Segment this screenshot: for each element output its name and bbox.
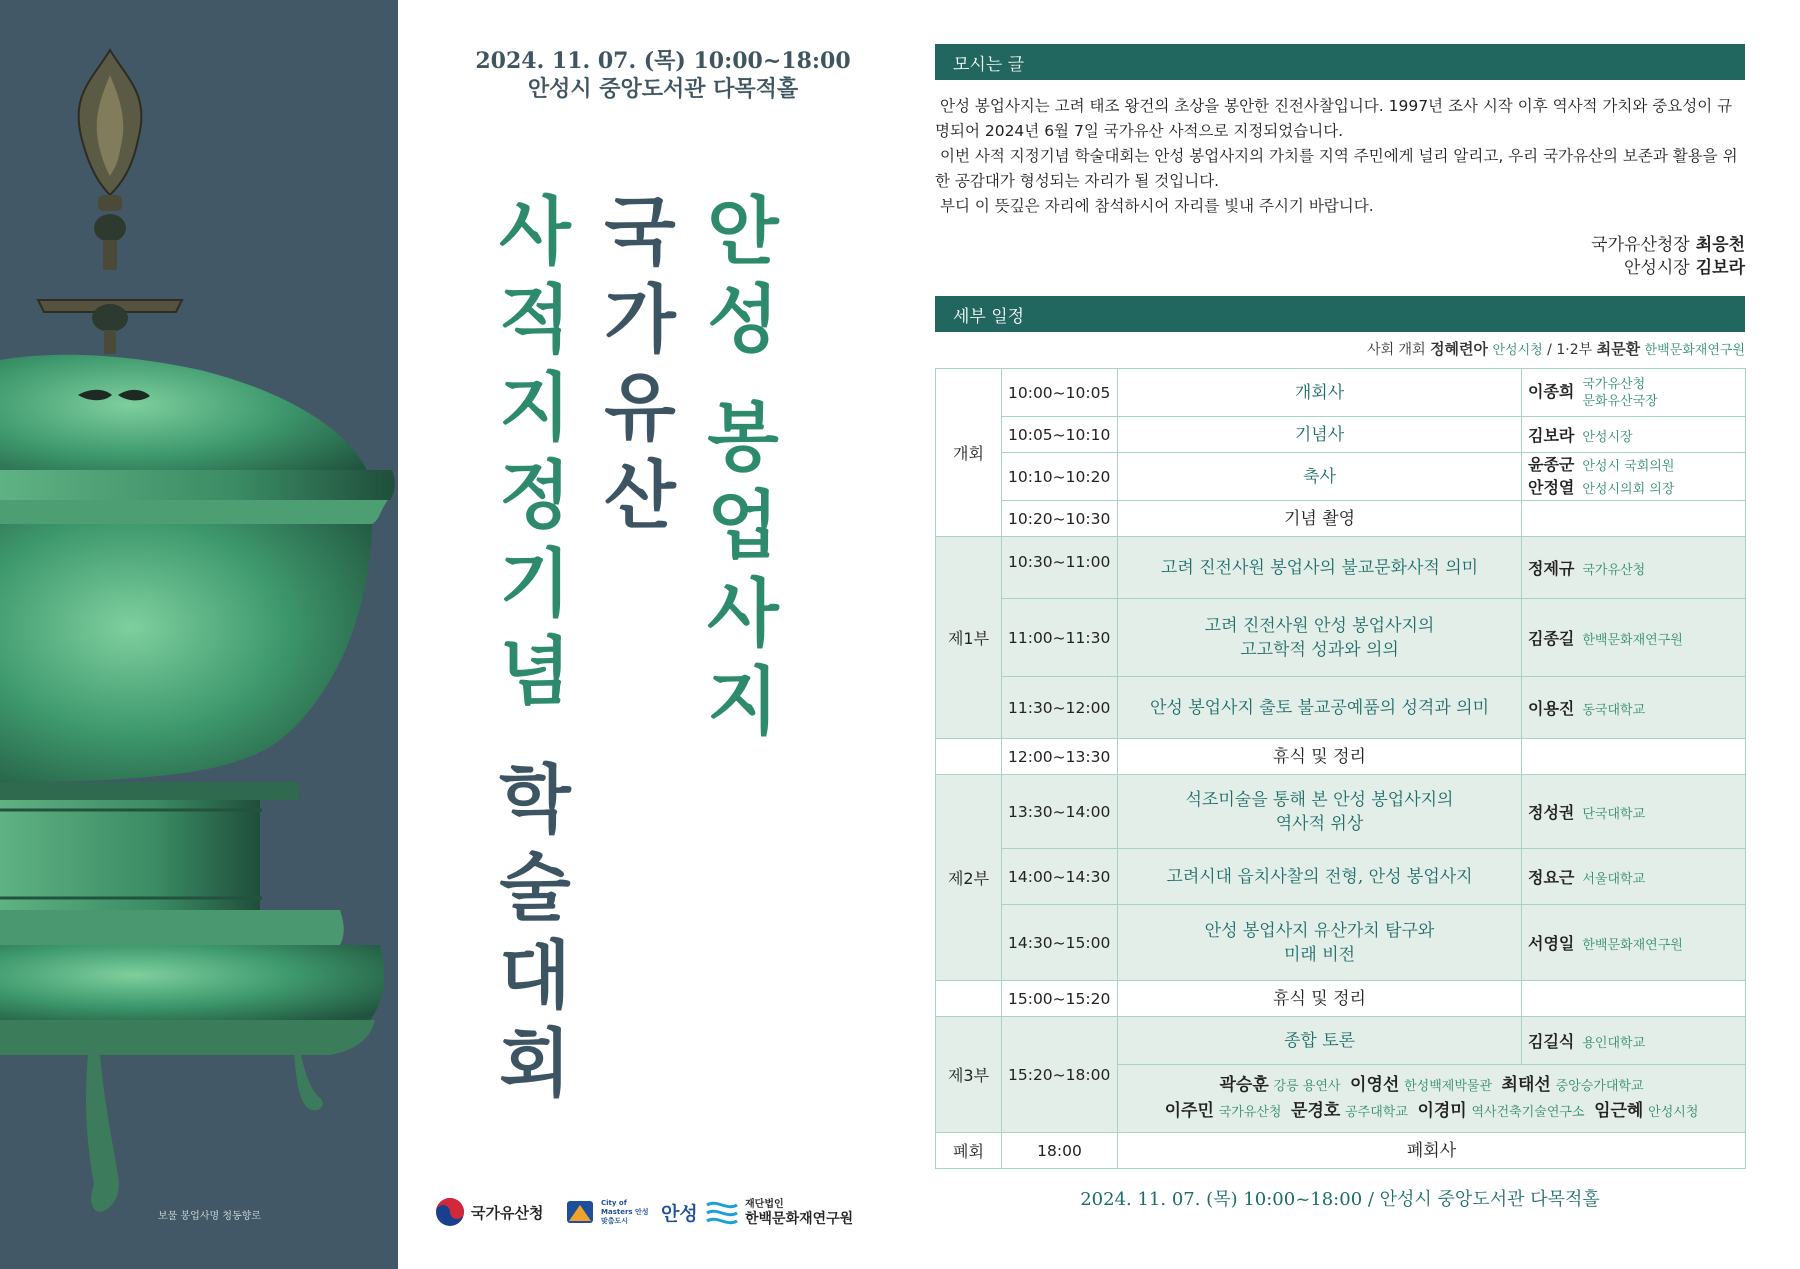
panelist-affiliation: 한성백제박물관 — [1404, 1078, 1492, 1094]
row-topic: 기념 촬영 — [1118, 501, 1522, 537]
table-row — [936, 1017, 1746, 1065]
speaker-name: 정성권 — [1528, 803, 1575, 822]
taegeuk-icon — [435, 1197, 465, 1227]
table-row — [936, 849, 1746, 905]
part-label: 폐회 — [936, 1133, 1002, 1169]
row-time: 11:00~11:30 — [1002, 599, 1118, 677]
row-topic: 휴식 및 정리 — [1118, 981, 1522, 1017]
row-time: 14:00~14:30 — [1002, 849, 1118, 905]
title-char: 념 — [499, 629, 571, 715]
speaker-affiliation: 국가유산청 — [1582, 563, 1646, 578]
host-affiliation: 한백문화재연구원 — [1644, 343, 1745, 358]
panelist-affiliation: 안성시청 — [1648, 1104, 1699, 1120]
speaker-name: 이종희 — [1528, 382, 1575, 401]
table-row — [936, 369, 1746, 417]
panelist-name: 이주민 — [1164, 1100, 1214, 1121]
part-label: 개회 — [936, 369, 1002, 537]
table-row — [936, 677, 1746, 739]
panelist-name: 임근혜 — [1594, 1100, 1644, 1121]
row-topic: 폐회사 — [1118, 1133, 1746, 1169]
speaker-name: 정제규 — [1528, 559, 1575, 578]
title-char: 회 — [499, 1021, 571, 1107]
topic-line: 안성 봉업사지 유산가치 탐구와 — [1204, 920, 1435, 941]
speaker-affiliation: 용인대학교 — [1582, 1036, 1646, 1051]
row-topic — [1118, 775, 1522, 849]
row-speaker — [1522, 537, 1746, 599]
row-time: 18:00 — [1002, 1133, 1118, 1169]
affiliation-line: 국가유산청 — [1582, 376, 1646, 392]
row-time: 11:30~12:00 — [1002, 677, 1118, 739]
part-label-empty — [936, 981, 1002, 1017]
title-char: 안 — [707, 189, 779, 275]
table-row — [936, 981, 1746, 1017]
row-time: 12:00~13:30 — [1002, 739, 1118, 775]
heritage-agency-logo — [435, 1192, 543, 1232]
title-column-bongeopsaji — [698, 188, 788, 746]
foundation-prefix: 재단법인 — [745, 1199, 784, 1210]
schedule-table — [935, 368, 1746, 1169]
speaker-affiliation: 한백문화재연구원 — [1582, 633, 1683, 648]
panelist-affiliation: 중앙승가대학교 — [1555, 1078, 1644, 1094]
row-topic: 기념사 — [1118, 417, 1522, 453]
panelist-affiliation: 역사건축기술연구소 — [1471, 1104, 1585, 1120]
table-row — [936, 417, 1746, 453]
title-area — [398, 0, 928, 1269]
table-row — [936, 775, 1746, 849]
part-label-empty — [936, 739, 1002, 775]
title-char: 사 — [707, 571, 779, 657]
topic-line: 미래 비전 — [1283, 944, 1356, 965]
row-speaker-empty — [1522, 739, 1746, 775]
greeting-paragraph: 부디 이 뜻깊은 자리에 참석하시어 자리를 빛내 주시기 바랍니다. — [940, 197, 1374, 215]
anseong-emblem-icon — [565, 1197, 595, 1227]
host-affiliation: 안성시청 — [1492, 343, 1543, 358]
speaker-affiliation — [1582, 376, 1657, 410]
row-time: 14:30~15:00 — [1002, 905, 1118, 981]
title-char: 학 — [499, 757, 571, 843]
row-speaker — [1522, 1017, 1746, 1065]
topic-line: 고려 진전사원 안성 봉업사지의 — [1204, 615, 1435, 636]
table-row — [936, 501, 1746, 537]
row-speaker — [1522, 599, 1746, 677]
photo-panel — [0, 0, 398, 1269]
panelist-affiliation: 국가유산청 — [1218, 1104, 1282, 1120]
heritage-agency-name: 국가유산청 — [471, 1203, 544, 1222]
anseong-slogan: City of Masters 안성맞춤도시 — [601, 1198, 649, 1225]
speaker-affiliation: 안성시장 — [1582, 430, 1633, 445]
hanbaek-foundation-logo — [705, 1192, 853, 1232]
topic-line: 석조미술을 통해 본 안성 봉업사지의 — [1185, 789, 1454, 810]
table-row — [936, 537, 1746, 599]
panelist-name: 곽승훈 — [1219, 1074, 1269, 1095]
topic-line: 고고학적 성과와 의의 — [1240, 639, 1399, 660]
signature-name: 최응천 — [1695, 235, 1745, 255]
event-venue: 안성시 중앙도서관 다목적홀 — [527, 76, 799, 102]
row-time: 10:30~11:00 — [1002, 537, 1118, 599]
panelist-name: 문경호 — [1291, 1100, 1341, 1121]
photo-caption: 보물 봉업사명 청동향로 — [158, 1211, 261, 1222]
host-line — [1367, 338, 1745, 359]
signature-heritage — [1591, 230, 1745, 255]
organizer-logos — [435, 1192, 895, 1232]
row-topic: 휴식 및 정리 — [1118, 739, 1522, 775]
speaker-name: 안정열 — [1528, 477, 1575, 497]
title-char: 봉 — [707, 395, 779, 481]
row-topic: 고려시대 읍치사찰의 전형, 안성 봉업사지 — [1118, 849, 1522, 905]
speaker-affiliation: 동국대학교 — [1582, 703, 1646, 718]
host-label: 1·2부 — [1556, 342, 1593, 358]
row-speaker-empty — [1522, 501, 1746, 537]
hanbaek-text — [745, 1197, 853, 1227]
panelist-affiliation: 공주대학교 — [1345, 1104, 1408, 1120]
anseong-name: 안성 — [661, 1202, 698, 1225]
greeting-text — [935, 94, 1745, 219]
speaker-name: 김길식 — [1528, 1032, 1575, 1051]
speaker-name: 윤종군 — [1528, 454, 1575, 474]
greeting-heading: 모시는 글 — [935, 44, 1745, 80]
row-topic — [1118, 905, 1522, 981]
row-speaker — [1522, 905, 1746, 981]
title-char: 대 — [499, 933, 571, 1019]
row-topic: 고려 진전사원 봉업사의 불교문화사적 의미 — [1118, 537, 1522, 599]
table-row — [936, 453, 1746, 501]
row-topic — [1118, 599, 1522, 677]
title-column-symposium — [490, 188, 580, 1108]
topic-line: 역사적 위상 — [1275, 813, 1364, 834]
host-name: 최문환 — [1596, 340, 1641, 358]
title-char: 성 — [707, 277, 779, 363]
affiliation-line: 문화유산국장 — [1582, 393, 1658, 409]
anseong-city-logo — [565, 1192, 698, 1232]
row-time: 15:20~18:00 — [1002, 1017, 1118, 1133]
title-char: 산 — [604, 453, 676, 539]
row-topic: 안성 봉업사지 출토 불교공예품의 성격과 의미 — [1118, 677, 1522, 739]
row-topic: 축사 — [1118, 453, 1522, 501]
title-char: 지 — [707, 659, 779, 745]
foundation-name: 한백문화재연구원 — [745, 1211, 854, 1227]
host-separator: / — [1547, 342, 1552, 358]
table-row — [936, 599, 1746, 677]
row-time: 10:10~10:20 — [1002, 453, 1118, 501]
row-time: 10:00~10:05 — [1002, 369, 1118, 417]
signature-name: 김보라 — [1695, 258, 1745, 278]
title-char: 술 — [499, 845, 571, 931]
part-label: 제2부 — [936, 775, 1002, 981]
panelist-name: 이영선 — [1350, 1074, 1400, 1095]
speaker-affiliation: 안성시의회 의장 — [1582, 481, 1675, 497]
panel-discussants — [1118, 1065, 1746, 1133]
event-date: 2024. 11. 07. (목) 10:00~18:00 — [475, 48, 851, 74]
speaker-name: 이용진 — [1528, 699, 1575, 718]
panelist-name: 최태선 — [1501, 1074, 1551, 1095]
bronze-incense-burner-photo — [0, 0, 398, 1269]
row-topic: 종합 토론 — [1118, 1017, 1522, 1065]
row-speaker — [1522, 677, 1746, 739]
row-time: 15:00~15:20 — [1002, 981, 1118, 1017]
greeting-paragraph: 이번 사적 지정기념 학술대회는 안성 봉업사지의 가치를 지역 주민에게 널리 알리고, 우리 국가유산의 보존과 활용을 위한 공감대가 형성되는 자리가 될 것입니다. — [935, 147, 1738, 190]
title-char: 업 — [707, 483, 779, 569]
row-time: 10:20~10:30 — [1002, 501, 1118, 537]
host-name: 정혜련아 — [1430, 340, 1489, 358]
table-row — [936, 739, 1746, 775]
title-column-national-heritage — [595, 188, 685, 540]
signature-mayor — [1624, 253, 1745, 278]
row-speaker — [1522, 417, 1746, 453]
signature-title: 국가유산청장 — [1591, 235, 1690, 255]
title-char: 적 — [499, 277, 571, 363]
part-label: 제1부 — [936, 537, 1002, 739]
row-speaker-empty — [1522, 981, 1746, 1017]
row-speaker — [1522, 369, 1746, 417]
title-char: 가 — [604, 277, 676, 363]
row-speaker — [1522, 849, 1746, 905]
row-speaker — [1522, 453, 1746, 501]
speaker-name: 김종길 — [1528, 629, 1575, 648]
table-row — [936, 1133, 1746, 1169]
title-char: 기 — [499, 541, 571, 627]
greeting-paragraph: 안성 봉업사지는 고려 태조 왕건의 초상을 봉안한 진전사찰입니다. 1997년 조사 시작 이후 역사적 가치와 중요성이 규명되어 2024년 6월 7일 국가유산 사적으로 지정되었습니다. — [935, 97, 1733, 140]
panelist-affiliation: 강릉 용연사 — [1273, 1078, 1341, 1094]
speaker-affiliation: 안성시 국회의원 — [1582, 458, 1675, 474]
title-char: 유 — [604, 365, 676, 451]
footer-date-venue: 2024. 11. 07. (목) 10:00~18:00 / 안성시 중앙도서관 다목적홀 — [1080, 1189, 1600, 1210]
title-char: 국 — [604, 189, 676, 275]
speaker-affiliation: 한백문화재연구원 — [1582, 938, 1683, 953]
row-time: 13:30~14:00 — [1002, 775, 1118, 849]
hanbaek-emblem-icon — [705, 1197, 739, 1227]
signature-title: 안성시장 — [1624, 258, 1690, 278]
title-char: 정 — [499, 453, 571, 539]
part-label: 제3부 — [936, 1017, 1002, 1133]
speaker-name: 김보라 — [1528, 426, 1575, 445]
host-label: 사회 개회 — [1367, 342, 1426, 358]
title-char: 사 — [499, 189, 571, 275]
table-row — [936, 905, 1746, 981]
schedule-heading: 세부 일정 — [935, 296, 1745, 332]
panelist-name: 이경미 — [1417, 1100, 1467, 1121]
speaker-affiliation: 단국대학교 — [1582, 807, 1646, 822]
speaker-affiliation: 서울대학교 — [1582, 872, 1646, 887]
row-topic: 개회사 — [1118, 369, 1522, 417]
speaker-name: 서영일 — [1528, 934, 1575, 953]
row-time: 10:05~10:10 — [1002, 417, 1118, 453]
row-speaker — [1522, 775, 1746, 849]
speaker-name: 정요근 — [1528, 868, 1575, 887]
title-char: 지 — [499, 365, 571, 451]
